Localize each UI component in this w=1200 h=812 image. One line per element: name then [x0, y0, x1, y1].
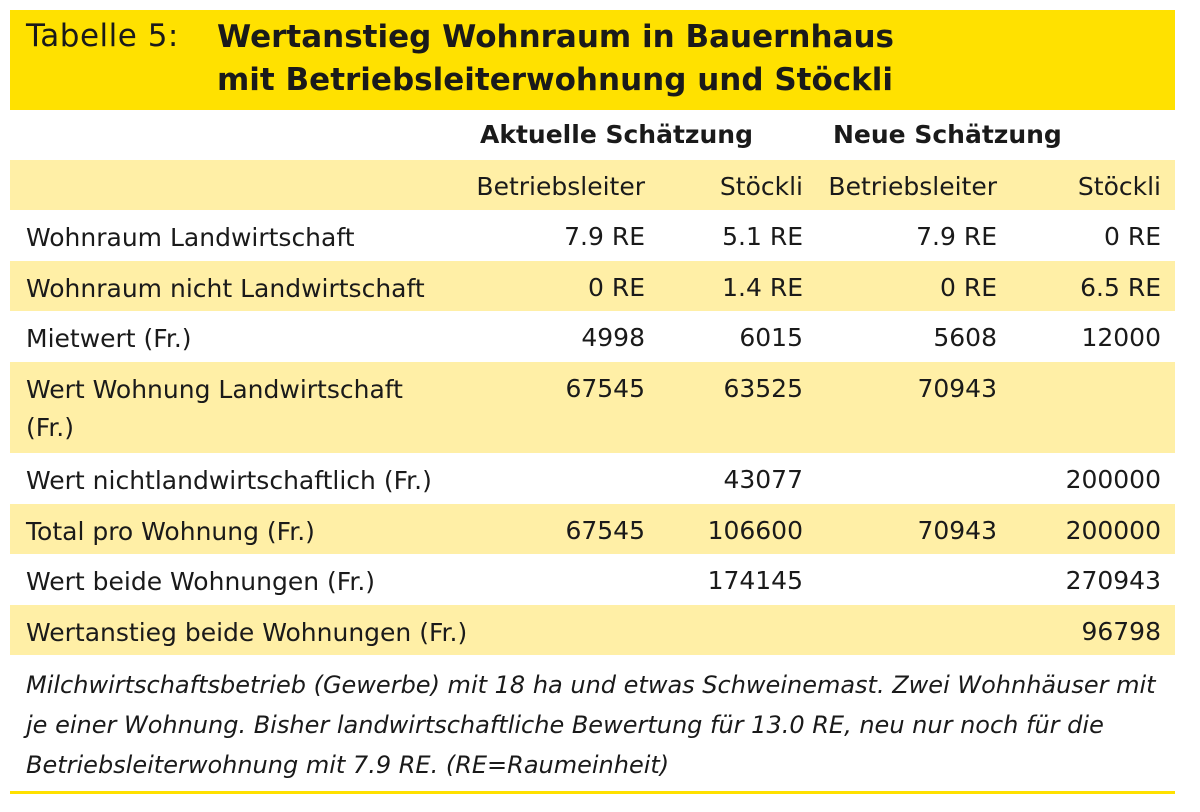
table-title — [217, 16, 894, 102]
cell-value: 0 RE — [939, 273, 997, 302]
table-row — [10, 504, 1175, 554]
table-row — [10, 605, 1175, 655]
cell-value: 43077 — [723, 465, 803, 494]
sub-header-betriebsleiter-new: Betriebsleiter — [828, 172, 997, 201]
cell-value: 7.9 RE — [564, 222, 645, 251]
cell-value: 4998 — [581, 323, 645, 352]
cell-value: 270943 — [1065, 566, 1161, 595]
cell-value: 200000 — [1065, 465, 1161, 494]
row-label: Total pro Wohnung (Fr.) — [26, 517, 315, 546]
bottom-rule — [10, 791, 1175, 794]
table-row — [10, 362, 1175, 453]
cell-value: 106600 — [707, 516, 803, 545]
cell-value: 6015 — [739, 323, 803, 352]
sub-header-row — [10, 160, 1175, 210]
row-label: Wohnraum nicht Landwirtschaft — [26, 274, 425, 303]
cell-value: 70943 — [917, 374, 997, 403]
sub-header-stoeckli-new: Stöckli — [1077, 172, 1161, 201]
table-number: Tabelle 5: — [26, 18, 179, 54]
cell-value: 7.9 RE — [916, 222, 997, 251]
table-row — [10, 311, 1175, 362]
cell-value: 0 RE — [1103, 222, 1161, 251]
row-label: Mietwert (Fr.) — [26, 324, 192, 353]
cell-value: 63525 — [723, 374, 803, 403]
cell-value: 1.4 RE — [722, 273, 803, 302]
cell-value: 0 RE — [587, 273, 645, 302]
table-row — [10, 261, 1175, 311]
cell-value: 96798 — [1081, 617, 1161, 646]
cell-value: 174145 — [707, 566, 803, 595]
cell-value: 6.5 RE — [1080, 273, 1161, 302]
table-row — [10, 554, 1175, 605]
cell-value: 5608 — [933, 323, 997, 352]
group-header-row — [10, 110, 1175, 160]
cell-value: 12000 — [1081, 323, 1161, 352]
cell-value: 67545 — [565, 516, 645, 545]
table-title-bar — [10, 10, 1175, 110]
table-row — [10, 453, 1175, 504]
row-label: Wert nichtlandwirtschaftlich (Fr.) — [26, 466, 432, 495]
cell-value: 200000 — [1065, 516, 1161, 545]
cell-value: 5.1 RE — [722, 222, 803, 251]
row-label: Wohnraum Landwirtschaft — [26, 223, 355, 252]
group-header-new: Neue Schätzung — [833, 120, 1062, 149]
table-title-line-1: Wertanstieg Wohnraum in Bauernhaus — [217, 19, 895, 55]
table-row — [10, 210, 1175, 261]
table-title-line-2: mit Betriebsleiterwohnung und Stöckli — [217, 62, 894, 98]
row-label: Wert Wohnung Landwirtschaft (Fr.) — [26, 375, 403, 442]
table-footnote: Milchwirtschaftsbetrieb (Gewerbe) mit 18 ha und etwas Schweinemast. Zwei Wohnhäuser mit je einer Wohnung. Bisher landwirtschaftliche Bewertung für 13.0 RE, neu nur noch für die Betriebsleiterwohnung mit 7.9 RE. (RE=Raumeinheit) — [26, 671, 1156, 779]
group-header-current: Aktuelle Schätzung — [480, 120, 753, 149]
sub-header-stoeckli-current: Stöckli — [719, 172, 803, 201]
table-container — [10, 10, 1175, 794]
row-label: Wertanstieg beide Wohnungen (Fr.) — [26, 618, 468, 647]
sub-header-betriebsleiter-current: Betriebsleiter — [476, 172, 645, 201]
row-label: Wert beide Wohnungen (Fr.) — [26, 567, 376, 596]
cell-value: 67545 — [565, 374, 645, 403]
cell-value: 70943 — [917, 516, 997, 545]
